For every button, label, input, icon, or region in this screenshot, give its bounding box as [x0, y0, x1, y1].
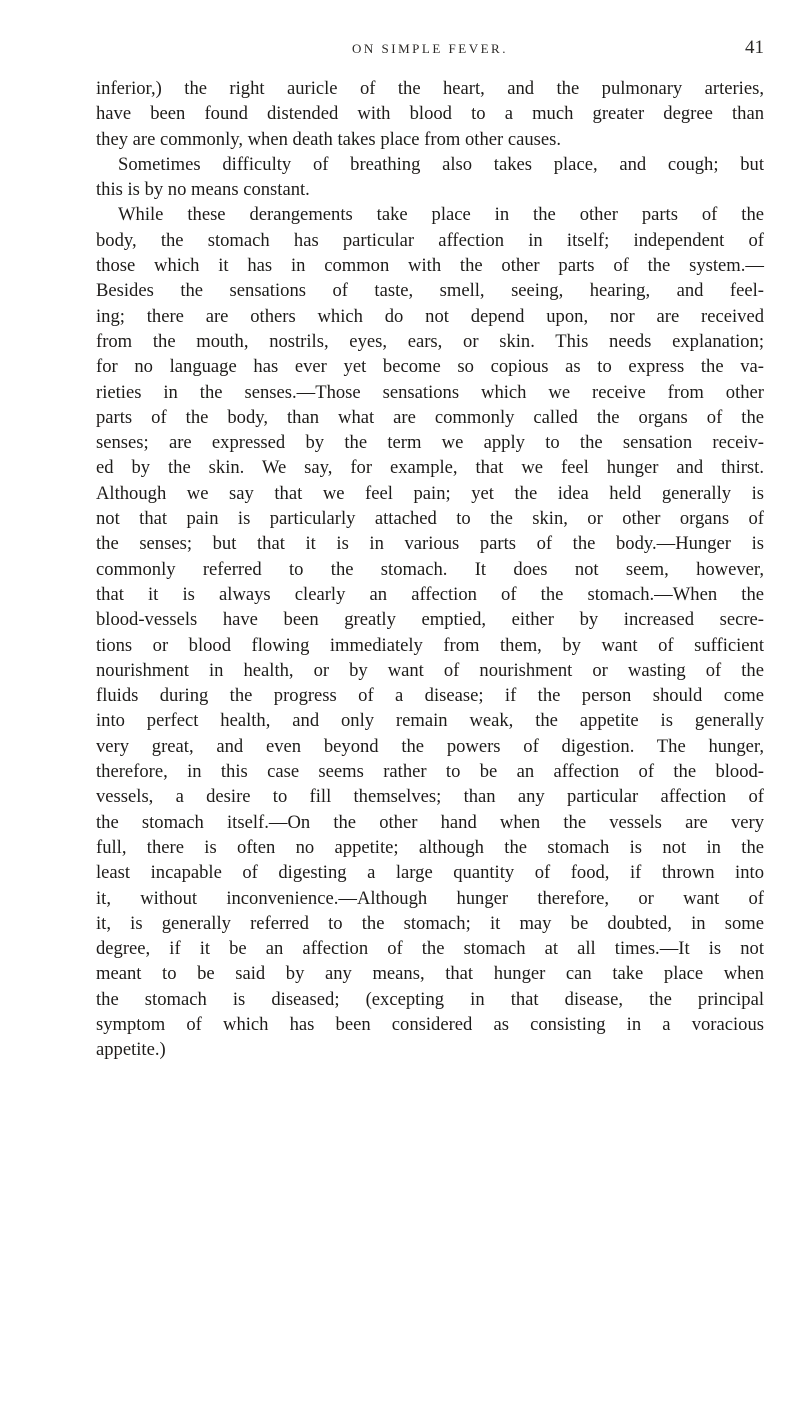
text-line: from the mouth, nostrils, eyes, ears, or skin. This needs explanation;: [96, 330, 764, 352]
text-line: least incapable of digesting a large quantity of food, if thrown into: [96, 862, 764, 884]
text-line: commonly referred to the stomach. It does not seem, however,: [96, 558, 764, 580]
text-line: tions or blood flowing immediately from them, by want of sufficient: [96, 634, 764, 656]
text-line: not that pain is particularly attached to the skin, or other organs of: [96, 508, 764, 530]
text-line: the stomach itself.—On the other hand when the vessels are very: [96, 811, 764, 833]
text-line: blood-vessels have been greatly emptied, either by increased secre-: [96, 609, 764, 631]
text-line: that it is always clearly an affection of the stomach.—When the: [96, 583, 764, 605]
text-line: fluids during the progress of a disease; if the person should come: [96, 685, 764, 707]
text-line: nourishment in health, or by want of nourishment or wasting of the: [96, 659, 764, 681]
text-line: it, is generally referred to the stomach; it may be doubted, in some: [96, 912, 764, 934]
text-line: therefore, in this case seems rather to be an affection of the blood-: [96, 761, 764, 783]
text-line: meant to be said by any means, that hunger can take place when: [96, 963, 764, 985]
text-line: symptom of which has been considered as consisting in a voracious: [96, 1013, 764, 1035]
text-line: degree, if it be an affection of the stomach at all times.—It is not: [96, 938, 764, 960]
text-line: have been found distended with blood to a much greater degree than: [96, 103, 764, 125]
text-line: Although we say that we feel pain; yet the idea held generally is: [96, 482, 764, 504]
text-line: body, the stomach has particular affection in itself; independent of: [96, 229, 764, 251]
text-line: for no language has ever yet become so copious as to express the va-: [96, 356, 764, 378]
text-line: the stomach is diseased; (excepting in that disease, the principal: [96, 988, 764, 1010]
running-title: ON SIMPLE FEVER.: [352, 41, 508, 56]
body-text: [96, 76, 764, 1063]
text-line: rieties in the senses.—Those sensations which we receive from other: [96, 381, 764, 403]
text-line: senses; are expressed by the term we apply to the sensation receiv-: [96, 432, 764, 454]
page-number: 41: [745, 37, 764, 58]
running-head: [96, 37, 764, 63]
text-line: they are commonly, when death takes place from other causes.: [96, 128, 562, 150]
text-line: those which it has in common with the other parts of the system.—: [96, 255, 764, 277]
text-line: very great, and even beyond the powers of digestion. The hunger,: [96, 735, 764, 757]
text-line: the senses; but that it is in various parts of the body.—Hunger is: [96, 533, 764, 555]
text-line: appetite.): [96, 1039, 166, 1061]
text-line: full, there is often no appetite; although the stomach is not in the: [96, 836, 764, 858]
text-line: vessels, a desire to fill themselves; than any particular affection of: [96, 786, 764, 808]
text-line: it, without inconvenience.—Although hunger therefore, or want of: [96, 887, 764, 909]
text-line: into perfect health, and only remain weak, the appetite is generally: [96, 710, 764, 732]
text-line: ed by the skin. We say, for example, that we feel hunger and thirst.: [96, 457, 764, 479]
text-line: inferior,) the right auricle of the heart, and the pulmonary arteries,: [96, 78, 764, 99]
text-line: While these derangements take place in the other parts of the: [118, 204, 764, 226]
text-line: Sometimes difficulty of breathing also takes place, and cough; but: [118, 153, 764, 175]
text-line: this is by no means constant.: [96, 179, 310, 201]
text-line: parts of the body, than what are commonly called the organs of the: [96, 406, 764, 428]
text-line: ing; there are others which do not depend upon, nor are received: [96, 305, 764, 327]
text-line: Besides the sensations of taste, smell, seeing, hearing, and feel-: [96, 280, 764, 302]
